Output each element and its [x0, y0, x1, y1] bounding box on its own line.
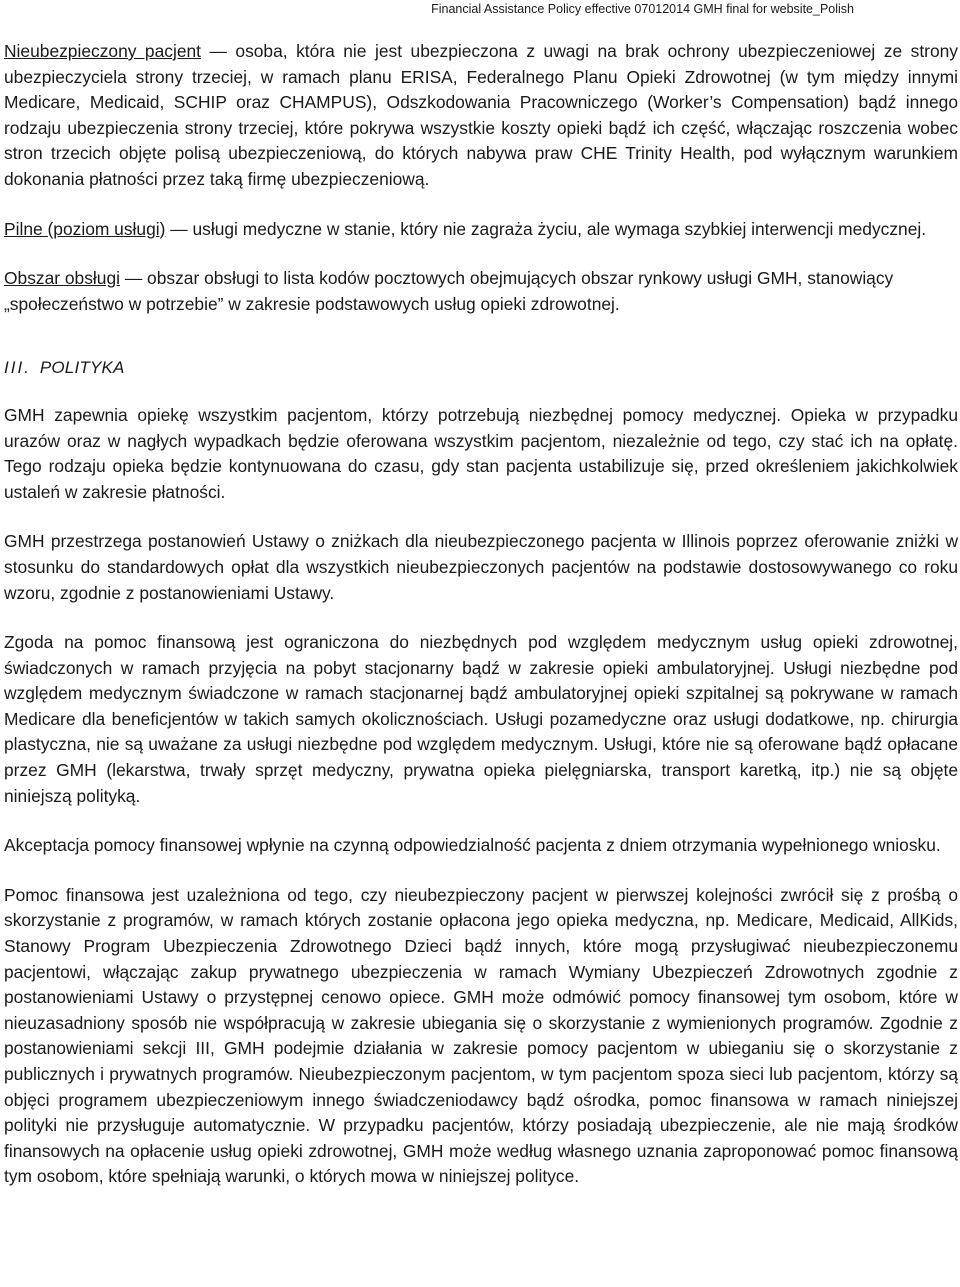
document-title: Financial Assistance Policy effective 07012014 GMH final for website_Polish — [431, 2, 854, 16]
definition-term: Obszar obsługi — [4, 268, 120, 289]
definition-term: Pilne (poziom usługi) — [4, 218, 166, 239]
definition-term: Nieubezpieczony pacjent — [4, 41, 202, 61]
document-body — [4, 39, 958, 1190]
policy-paragraph: GMH zapewnia opiekę wszystkim pacjentom, którzy potrzebują niezbędnej pomocy medycznej. Opieka w przypadku urazów oraz w nagłych wypadkach będzie oferowana wszystkim pacjentom, niezależnie od tego, czy stać ich na opłatę. Tego rodzaju opieka będzie kontynuowana do czasu, gdy stan pacjenta ustabilizuje się, przed określeniem jakichkolwiek ustaleń w zakresie płatności. — [4, 404, 958, 502]
policy-paragraph: GMH przestrzega postanowień Ustawy o zniżkach dla nieubezpieczonego pacjenta w Illinois poprzez oferowanie zniżki w stosunku do standardowych opłat dla wszystkich nieubezpieczonych pacjentów na podstawie dostosowywanego co roku wzoru, zgodnie z postanowieniami Ustawy. — [4, 531, 958, 603]
definition-uninsured-patient — [4, 39, 958, 193]
policy-paragraph: Zgoda na pomoc finansową jest ograniczona do niezbędnych pod względem medycznym usług opieki zdrowotnej, świadczonych w ramach przyjęcia na pobyt stacjonarny bądź w zakresie opieki ambulatoryjnej. Usługi niezbędne pod względem medycznym świadczone w ramach stacjonarnej bądź ambulatoryjnej opieki szpitalnej są pokrywane w ramach Medicare dla beneficjentów w takich samych okolicznościach. Usługi pozamedyczne oraz usługi dodatkowe, np. chirurgia plastyczna, nie są uważane za usługi niezbędne pod względem medycznym. Usługi, które nie są oferowane bądź opłacane przez GMH (lekarstwa, trwały sprzęt medyczny, prywatna opieka pielęgniarska, transport karetką, itp.) nie są objęte niniejszą polityką. — [4, 632, 958, 806]
policy-paragraph: Pomoc finansowa jest uzależniona od tego, czy nieubezpieczony pacjent w pierwszej kolejności zwrócił się z prośbą o skorzystanie z programów, w ramach których zostanie opłacona jego opieka medyczna, np. Medicare, Medicaid, AllKids, Stanowy Program Ubezpieczenia Zdrowotnego Dzieci bądź innych, które mogą przysługiwać nieubezpieczonemu pacjentowi, włączając zakup prywatnego ubezpieczenia w ramach Wymiany Ubezpieczeń Zdrowotnych zgodnie z postanowieniami Ustawy o przystępnej cenowo opiece. GMH może odmówić pomocy finansowej tym osobom, które w nieuzasadniony sposób nie współpracują w zakresie ubiegania się o skorzystanie z wymienionych programów. Zgodnie z postanowieniami sekcji III, GMH podejmie działania w zakresie pomocy pacjentom w ubieganiu się o skorzystanie z publicznych i prywatnych programów. Nieubezpieczonym pacjentom, w tym pacjentom spoza sieci lub pacjentom, którzy są objęci programem ubezpieczeniowym innego świadczeniodawcy bądź ośrodka, pomoc finansowa w ramach niniejszej polityki nie przysługuje automatycznie. W przypadku pacjentów, którzy posiadają ubezpieczenie, ale nie mają środków finansowych na opłacenie usług opieki zdrowotnej, GMH może według własnego uznania zaproponować pomoc finansową tym osobom, które spełniają warunki, o których mowa w niniejszej polityce. — [4, 884, 958, 1187]
definition-text: — osoba, która nie jest ubezpieczona z uwagi na brak ochrony ubezpieczeniowej ze strony ubezpieczyciela strony trzeciej, w ramach planu ERISA, Federalnego Planu Opieki Zdrowotnej (w tym między innymi Medicare, Medicaid, SCHIP oraz CHAMPUS), Odszkodowania Pracowniczego (Worker’s Compensation) bądź innego rodzaju ubezpieczenia strony trzeciej, które pokrywa wszystkie koszty opieki bądź ich część, włączając roszczenia wobec stron trzecich objęte polisą ubezpieczeniową, do których nabywa praw CHE Trinity Health, pod wyłącznym warunkiem dokonania płatności przez taką firmę ubezpieczeniową. — [4, 41, 958, 189]
section-number: III. — [4, 358, 31, 378]
definition-text: — obszar obsługi to lista kodów pocztowych obejmujących obszar rynkowy usługi GMH, stanowiący „społeczeństwo w potrzebie” w zakresie podstawowych usług opieki zdrowotnej. — [4, 268, 894, 314]
definition-urgent — [4, 217, 958, 243]
section-heading — [4, 355, 958, 381]
definition-service-area — [4, 266, 958, 317]
document-header — [431, 0, 854, 17]
policy-paragraph: Akceptacja pomocy finansowej wpłynie na czynną odpowiedzialność pacjenta z dniem otrzymania wypełnionego wniosku. — [4, 835, 941, 856]
section-title: POLITYKA — [39, 358, 125, 378]
definition-text: — usługi medyczne w stanie, który nie zagraża życiu, ale wymaga szybkiej interwencji medycznej. — [165, 218, 927, 239]
